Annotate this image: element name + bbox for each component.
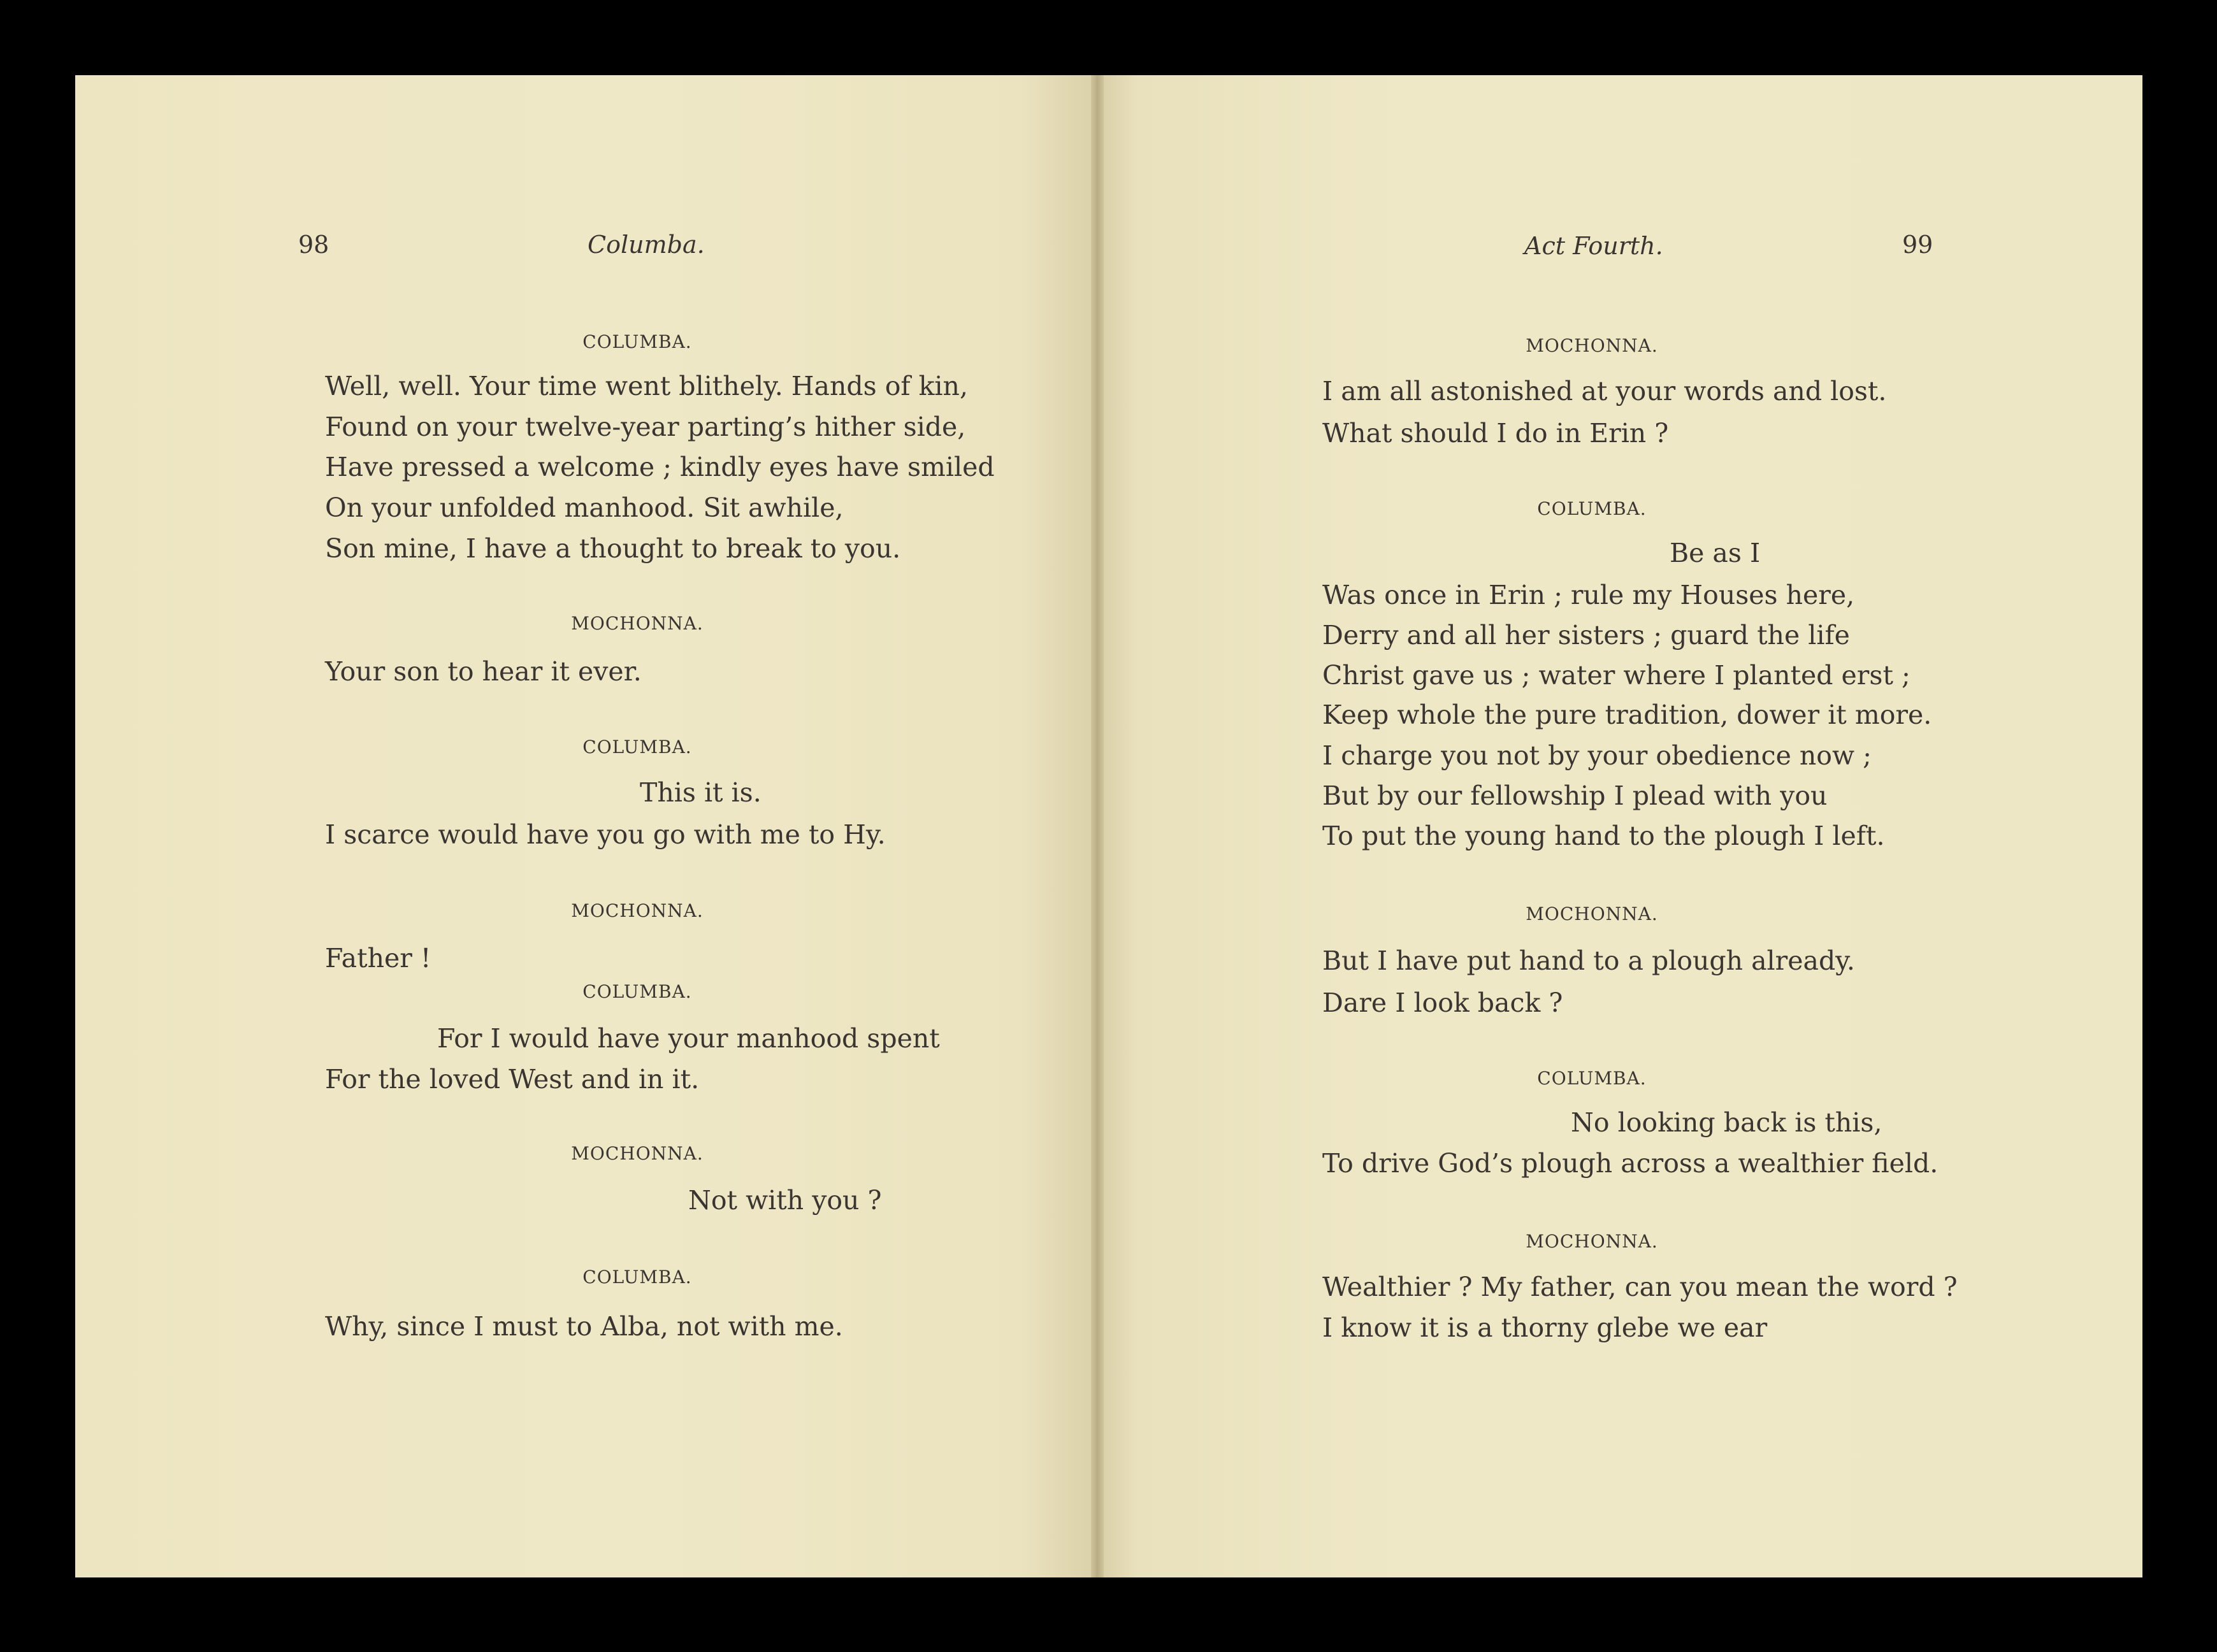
- verse-line: I know it is a thorny glebe we ear: [1322, 1312, 1768, 1343]
- verse-line: But by our fellowship I plead with you: [1322, 780, 1828, 811]
- verse-line: Not with you ?: [688, 1185, 882, 1216]
- verse-line: Found on your twelve-year parting’s hither side,: [325, 412, 966, 442]
- speaker-label: MOCHONNA.: [1526, 903, 1658, 924]
- verse-line: Wealthier ? My father, can you mean the word ?: [1322, 1272, 1958, 1302]
- verse-line: What should I do in Erin ?: [1322, 418, 1669, 449]
- verse-line: Father !: [325, 943, 431, 973]
- speaker-label: MOCHONNA.: [571, 1143, 704, 1164]
- verse-line: Why, since I must to Alba, not with me.: [325, 1311, 843, 1342]
- verse-line: Your son to hear it ever.: [325, 656, 642, 687]
- verse-line: I scarce would have you go with me to Hy.: [325, 819, 886, 850]
- verse-line: I am all astonished at your words and lost.: [1322, 376, 1887, 406]
- speaker-label: COLUMBA.: [1537, 498, 1647, 519]
- verse-line: Dare I look back ?: [1322, 988, 1563, 1018]
- speaker-label: MOCHONNA.: [1526, 335, 1658, 356]
- verse-line: Was once in Erin ; rule my Houses here,: [1322, 580, 1855, 610]
- speaker-label: COLUMBA.: [582, 736, 692, 758]
- verse-line: For I would have your manhood spent: [437, 1023, 940, 1054]
- speaker-label: COLUMBA.: [582, 981, 692, 1002]
- verse-line: For the loved West and in it.: [325, 1064, 700, 1095]
- verse-line: Be as I: [1670, 538, 1761, 568]
- speaker-label: MOCHONNA.: [571, 613, 704, 634]
- speaker-label: COLUMBA.: [1537, 1068, 1647, 1089]
- book-gutter: [1091, 75, 1104, 1577]
- left-page-number: 98: [298, 231, 329, 259]
- verse-line: But I have put hand to a plough already.: [1322, 945, 1855, 976]
- verse-line: This it is.: [640, 777, 762, 808]
- speaker-label: MOCHONNA.: [1526, 1231, 1658, 1252]
- verse-line: Derry and all her sisters ; guard the life: [1322, 620, 1850, 650]
- verse-line: I charge you not by your obedience now ;: [1322, 740, 1872, 771]
- verse-line: On your unfolded manhood. Sit awhile,: [325, 492, 844, 523]
- verse-line: No looking back is this,: [1571, 1107, 1882, 1138]
- verse-line: Christ gave us ; water where I planted erst ;: [1322, 660, 1910, 691]
- verse-line: To drive God’s plough across a wealthier field.: [1322, 1148, 1939, 1179]
- speaker-label: MOCHONNA.: [571, 900, 704, 921]
- verse-line: Well, well. Your time went blithely. Hands of kin,: [325, 371, 968, 401]
- verse-line: Have pressed a welcome ; kindly eyes have smiled: [325, 452, 995, 482]
- verse-line: Son mine, I have a thought to break to you.: [325, 533, 901, 564]
- left-running-head: Columba.: [588, 231, 705, 259]
- verse-line: Keep whole the pure tradition, dower it more.: [1322, 700, 1932, 730]
- right-running-head: Act Fourth.: [1524, 232, 1663, 260]
- speaker-label: COLUMBA.: [582, 331, 692, 352]
- speaker-label: COLUMBA.: [582, 1267, 692, 1288]
- verse-line: To put the young hand to the plough I left.: [1322, 821, 1885, 851]
- right-page-number: 99: [1902, 231, 1933, 259]
